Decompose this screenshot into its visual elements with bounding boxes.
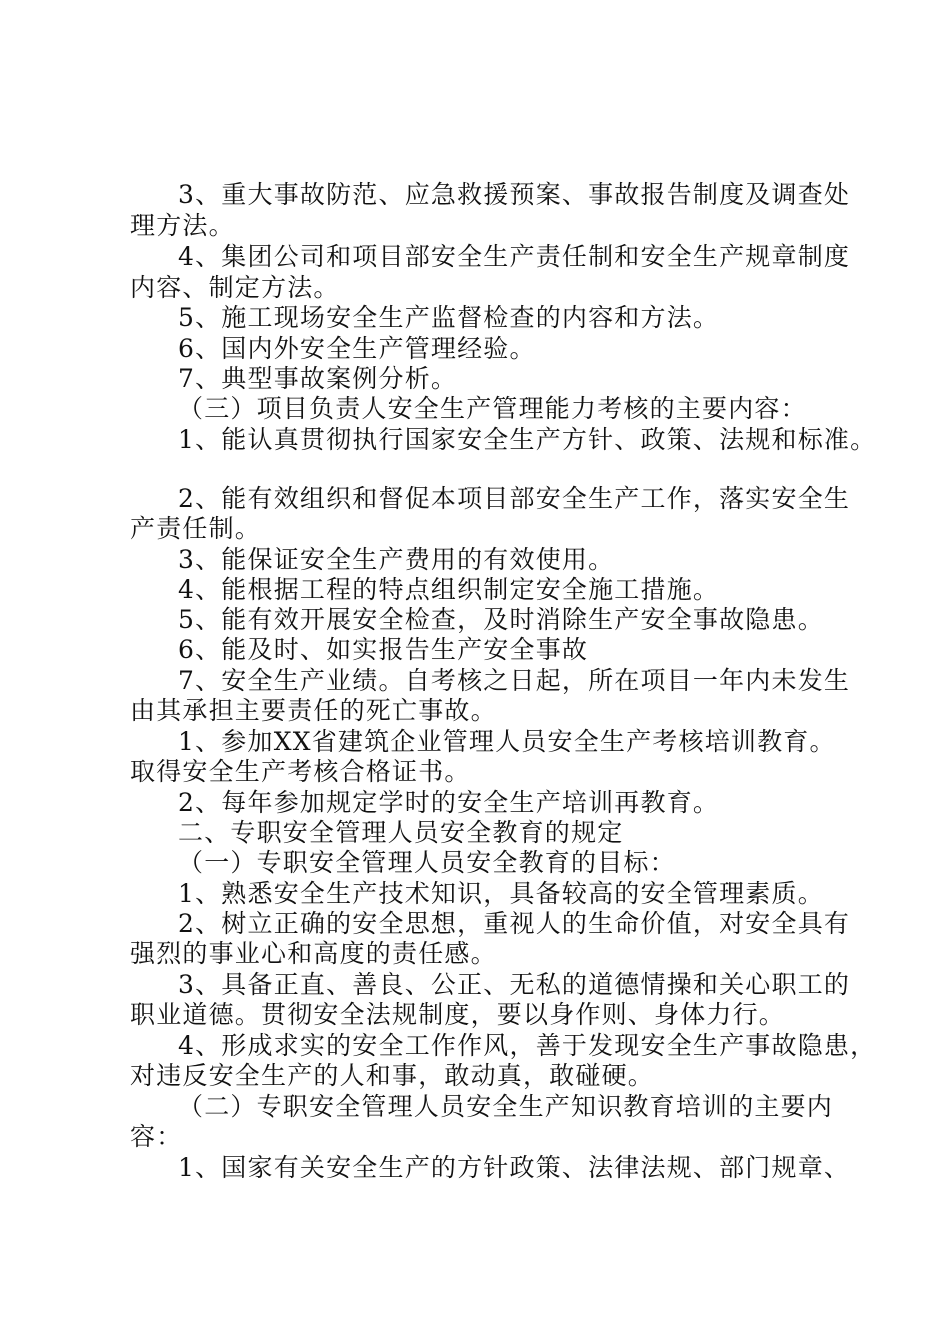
text-line: 3、重大事故防范、应急救援预案、事故报告制度及调查处: [178, 180, 851, 209]
section-heading: 二、专职安全管理人员安全教育的规定: [178, 818, 624, 847]
text-line: 4、能根据工程的特点组织制定安全施工措施。: [178, 575, 720, 604]
text-line: 取得安全生产考核合格证书。: [130, 757, 471, 786]
text-line: 6、能及时、如实报告生产安全事故: [178, 635, 589, 664]
text-line: 产责任制。: [130, 514, 262, 543]
text-line: 职业道德。贯彻安全法规制度，要以身作则、身体力行。: [130, 1000, 786, 1029]
text-line: 7、典型事故案例分析。: [178, 364, 458, 393]
text-line: 5、能有效开展安全检查，及时消除生产安全事故隐患。: [178, 605, 824, 634]
section-heading: （二）专职安全管理人员安全生产知识教育培训的主要内: [178, 1092, 834, 1121]
text-line: 6、国内外安全生产管理经验。: [178, 334, 536, 363]
text-line: 1、国家有关安全生产的方针政策、法律法规、部门规章、: [178, 1153, 851, 1182]
text-line: 强烈的事业心和高度的责任感。: [130, 939, 497, 968]
text-line: 4、形成求实的安全工作作风，善于发现安全生产事故隐患，: [178, 1031, 877, 1060]
text-line: 1、熟悉安全生产技术知识，具备较高的安全管理素质。: [178, 879, 824, 908]
text-line: 2、每年参加规定学时的安全生产培训再教育。: [178, 788, 720, 817]
text-line: 3、能保证安全生产费用的有效使用。: [178, 545, 615, 574]
text-line: 2、能有效组织和督促本项目部安全生产工作，落实安全生: [178, 484, 851, 513]
text-line: 1、参加XX省建筑企业管理人员安全生产考核培训教育。: [178, 727, 836, 756]
text-line: 7、安全生产业绩。自考核之日起，所在项目一年内未发生: [178, 666, 851, 695]
text-line: 内容、制定方法。: [130, 273, 340, 302]
text-line: 4、集团公司和项目部安全生产责任制和安全生产规章制度: [178, 242, 851, 271]
section-heading: （三）项目负责人安全生产管理能力考核的主要内容：: [178, 394, 807, 423]
text-line: 5、施工现场安全生产监督检查的内容和方法。: [178, 303, 720, 332]
text-line: 对违反安全生产的人和事，敢动真，敢碰硬。: [130, 1061, 655, 1090]
text-line: 3、具备正直、善良、公正、无私的道德情操和关心职工的: [178, 970, 851, 999]
section-heading: （一）专职安全管理人员安全教育的目标：: [178, 848, 676, 877]
text-line: 1、能认真贯彻执行国家安全生产方针、政策、法规和标准。: [178, 425, 877, 454]
text-line: 理方法。: [130, 211, 235, 240]
text-line: 2、树立正确的安全思想，重视人的生命价值，对安全具有: [178, 909, 851, 938]
text-line: 由其承担主要责任的死亡事故。: [130, 696, 497, 725]
text-line: 容：: [130, 1122, 183, 1151]
